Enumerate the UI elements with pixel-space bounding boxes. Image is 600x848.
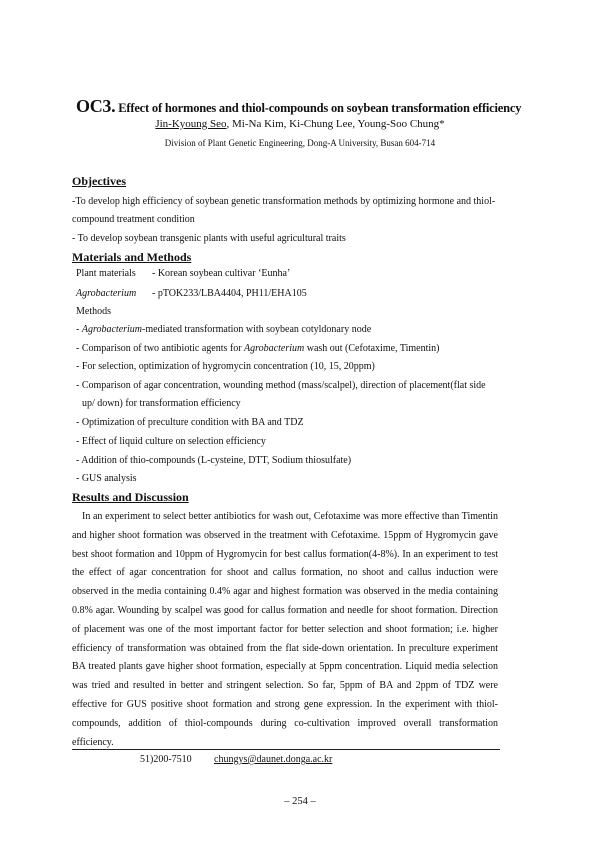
contact-phone: 51)200-7510: [140, 754, 192, 765]
method-item-1: [76, 324, 371, 335]
agrobacterium-line: [76, 288, 307, 299]
objectives-heading: Objectives: [72, 174, 126, 188]
plant-materials-line: [76, 268, 290, 279]
plant-materials-label: Plant materials: [76, 268, 136, 279]
title-text: Effect of hormones and thiol-compounds on soybean transformation efficiency: [118, 101, 522, 115]
method-item-7: - Addition of thio-compounds (L-cysteine, DTT, Sodium thiosulfate): [76, 455, 352, 466]
plant-materials-value: - Korean soybean cultivar ‘Eunha’: [152, 268, 291, 279]
paper-title: [76, 96, 556, 117]
method-item-3: - For selection, optimization of hygromycin concentration (10, 15, 20ppm): [76, 361, 375, 372]
method-item-4b: up/ down) for transformation efficiency: [82, 398, 241, 409]
objective-line-1: -To develop high efficiency of soybean genetic transformation methods by optimizing hormone and thiol-: [72, 196, 496, 207]
affiliation: Division of Plant Genetic Engineering, Dong-A University, Busan 604-714: [164, 138, 436, 148]
method-1-italic: Agrobacterium: [81, 324, 143, 335]
objective-line-3: - To develop soybean transgenic plants with useful agricultural traits: [72, 233, 346, 244]
contact-email[interactable]: chungys@daunet.donga.ac.kr: [214, 754, 333, 765]
method-2-rest: wash out (Cefotaxime, Timentin): [304, 343, 440, 354]
method-1-prefix: -: [76, 324, 82, 335]
method-2-italic: Agrobacterium: [244, 343, 305, 354]
method-item-4a: - Comparison of agar concentration, wounding method (mass/scalpel), direction of placement(flat side: [76, 380, 486, 391]
objective-line-2: compound treatment condition: [72, 214, 195, 225]
method-item-2: [76, 343, 440, 354]
author-list: [0, 118, 600, 130]
materials-heading: Materials and Methods: [72, 250, 192, 264]
footer-divider: [72, 749, 500, 750]
first-author: Jin-Kyoung Seo: [155, 118, 227, 130]
agrobacterium-label: Agrobacterium: [76, 288, 137, 299]
methods-label: Methods: [76, 306, 111, 317]
agrobacterium-value: - pTOK233/LBA4404, PH11/EHA105: [152, 288, 307, 299]
method-item-5: - Optimization of preculture condition with BA and TDZ: [76, 417, 304, 428]
abstract-code: OC3.: [76, 96, 116, 116]
method-1-rest: -mediated transformation with soybean cotyldonary node: [142, 324, 372, 335]
method-2-prefix: - Comparison of two antibiotic agents for: [76, 343, 245, 354]
method-item-6: - Effect of liquid culture on selection efficiency: [76, 436, 266, 447]
co-authors: , Mi-Na Kim, Ki-Chung Lee, Young-Soo Chung*: [226, 118, 445, 130]
page-number: – 254 –: [284, 796, 316, 807]
results-heading: Results and Discussion: [72, 490, 189, 504]
results-paragraph: In an experiment to select better antibiotics for wash out, Cefotaxime was more effective than Timentin and higher shoot formation was observed in the treatment with Cefotaxime. 15ppm of Hygromycin gave best shoot formation and 10ppm of Hygromycin for best callus formation(4-8%). In an experiment to test the effect of agar concentration for shoot and callus formation, no shoot and callus induction were observed in the media containing 0.4% agar and highest formation was observed in the media containing 0.8% agar. Wounding by scalpel was good for callus formation and needle for shoot formation. Direction of placement was one of the most important factor for better selection and shoot formation; i.e. higher efficiency of transformation was obtained from the flat side-down orientation. In preculture experiment BA treated plants gave higher shoot formation, especially at 5ppm concentration. Liquid media selection was tried and resulted in better and stringent selection. So far, 5ppm of BA and 2ppm of TDZ were effective for GUS positive shoot formation and strong gene expression. In the experiment with thiol-compounds, addition of thiol-compounds during co-cultivation improved overall transformation efficiency.: [72, 511, 498, 748]
method-item-8: - GUS analysis: [76, 473, 137, 484]
